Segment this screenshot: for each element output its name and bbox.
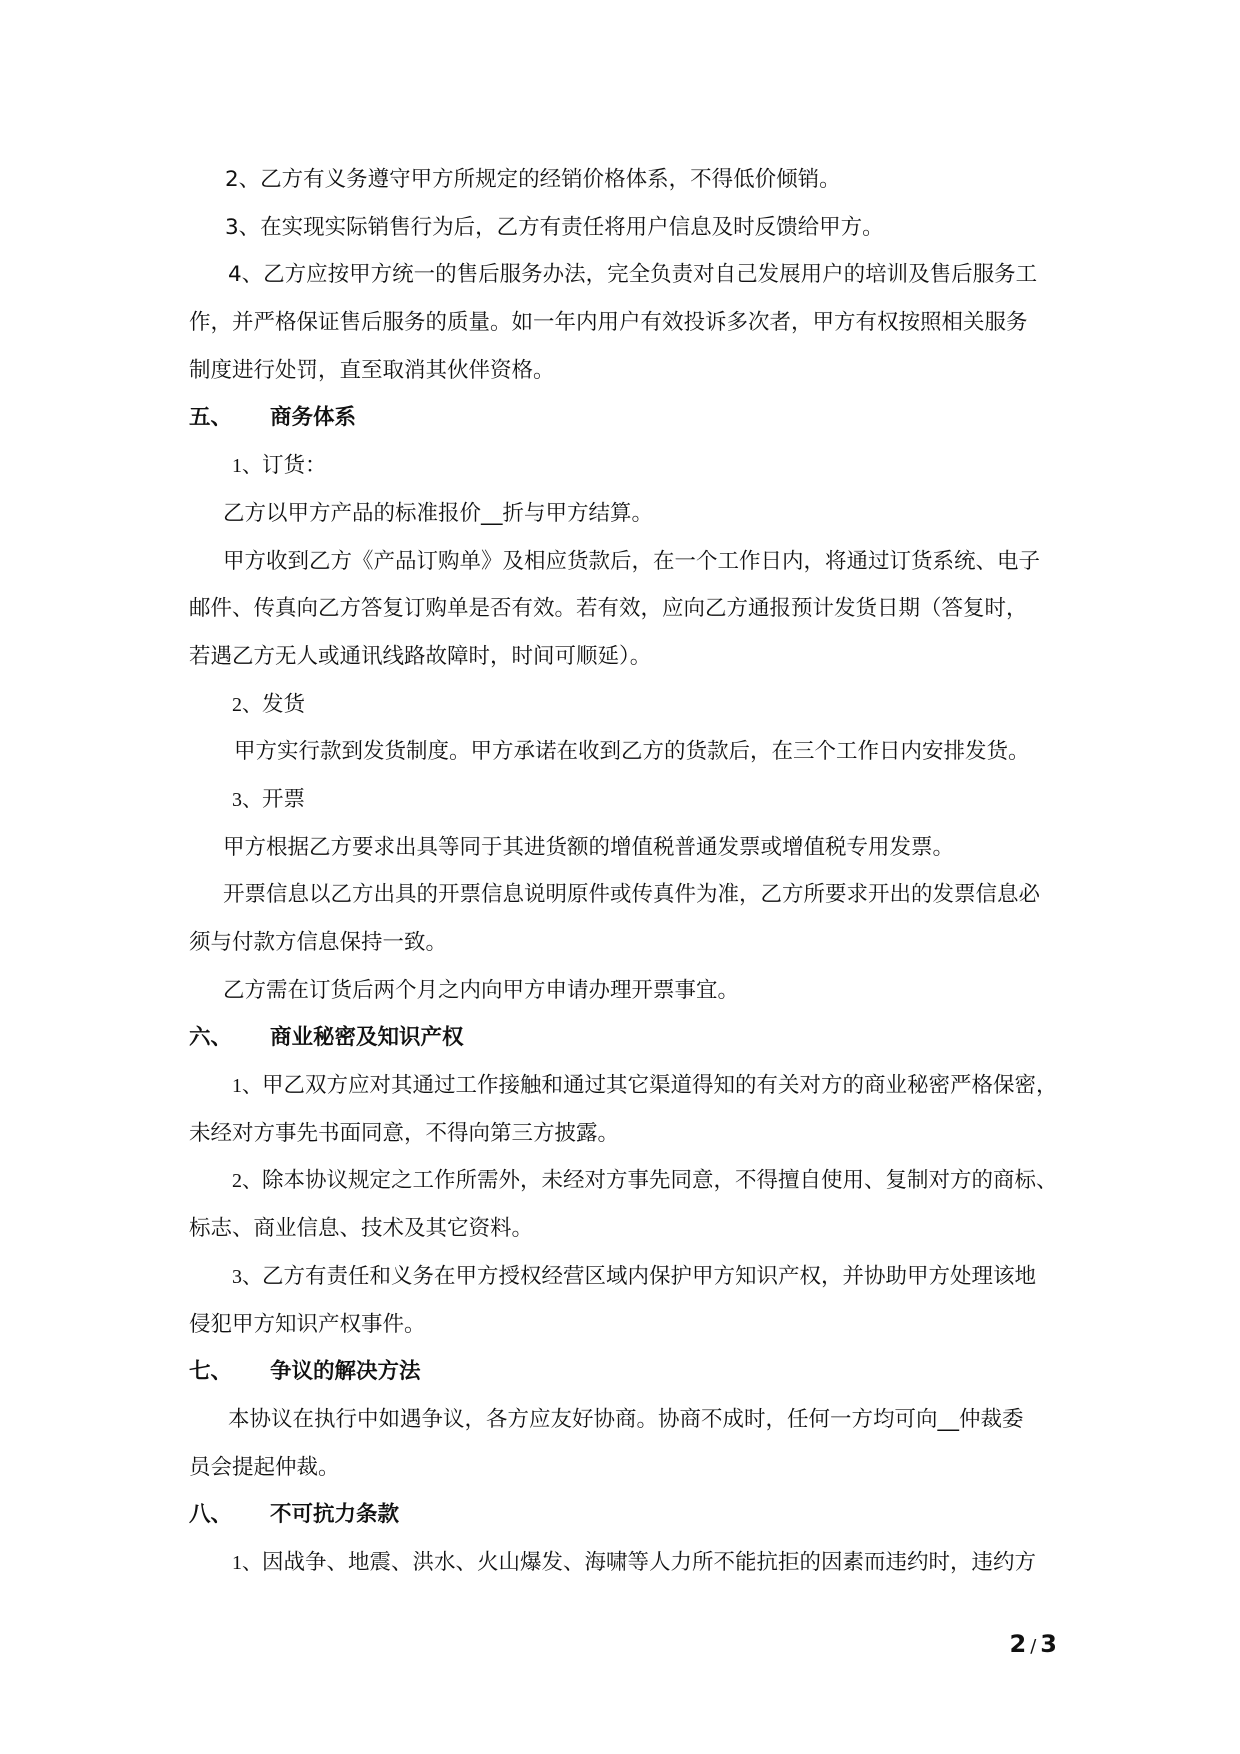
text-line: 侵犯甲方知识产权事件。 <box>189 1311 426 1337</box>
text-line: 甲方实行款到发货制度。甲方承诺在收到乙方的货款后，在三个工作日内安排发货。 <box>234 739 1030 765</box>
text-line: 未经对方事先书面同意，不得向第三方披露。 <box>189 1120 620 1146</box>
item-text: 乙方有责任和义务在甲方授权经营区域内保护甲方知识产权，并协助甲方处理该地 <box>262 1263 1037 1289</box>
section-heading <box>189 1014 1069 1062</box>
section-heading <box>189 394 1069 442</box>
subsection-heading <box>189 681 1069 729</box>
item-text: 因战争、地震、洪水、火山爆发、海啸等人力所不能抗拒的因素而违约时，违约方 <box>262 1549 1037 1575</box>
section-number: 五、 <box>189 405 233 431</box>
page-total: 3 <box>1040 1630 1057 1658</box>
text-line: 标志、商业信息、技术及其它资料。 <box>189 1216 534 1242</box>
text-line: 作，并严格保证售后服务的质量。如一年内用户有效投诉多次者，甲方有权按照相关服务 <box>189 310 1028 336</box>
text-line: 甲方根据乙方要求出具等同于其进货额的增值税普通发票或增值税专用发票。 <box>223 834 955 860</box>
page-separator: / <box>1030 1636 1037 1657</box>
text-line: 4、乙方应按甲方统一的售后服务办法，完全负责对自己发展用户的培训及售后服务工 <box>228 262 1038 288</box>
section-title: 不可抗力条款 <box>270 1502 400 1528</box>
text-line: 若遇乙方无人或通讯线路故障时，时间可顺延）。 <box>189 643 652 669</box>
text-line <box>189 1539 1069 1587</box>
section-number: 八、 <box>189 1502 233 1528</box>
text-line: 3、在实现实际销售行为后，乙方有责任将用户信息及时反馈给甲方。 <box>225 214 884 240</box>
subsection-label: 订货： <box>262 453 327 479</box>
subsection-heading <box>189 776 1069 824</box>
text-line: 乙方需在订货后两个月之内向甲方申请办理开票事宜。 <box>223 977 740 1003</box>
text-line: 本协议在执行中如遇争议，各方应友好协商。协商不成时，任何一方均可向__仲裁委 <box>228 1406 1024 1432</box>
item-number: 3、 <box>232 788 262 811</box>
text-line <box>189 1157 1069 1205</box>
text-line: 员会提起仲裁。 <box>189 1454 340 1480</box>
text-line: 甲方收到乙方《产品订购单》及相应货款后，在一个工作日内，将通过订货系统、电子 <box>223 548 1041 574</box>
text-line: 开票信息以乙方出具的开票信息说明原件或传真件为准，乙方所要求开出的发票信息必 <box>223 882 1041 908</box>
document-body <box>189 156 1069 1587</box>
section-title: 争议的解决方法 <box>270 1359 421 1385</box>
section-heading <box>189 1491 1069 1539</box>
text-line: 邮件、传真向乙方答复订购单是否有效。若有效，应向乙方通报预计发货日期（答复时， <box>189 596 1028 622</box>
page-current: 2 <box>1009 1630 1027 1658</box>
section-number: 六、 <box>189 1025 233 1051</box>
subsection-label: 发货 <box>262 691 306 717</box>
subsection-heading <box>189 442 1069 490</box>
text-line: 须与付款方信息保持一致。 <box>189 930 448 955</box>
text-line: 制度进行处罚，直至取消其伙伴资格。 <box>189 357 555 383</box>
item-number: 2、 <box>232 1170 262 1193</box>
item-number: 1、 <box>232 1075 262 1098</box>
item-number: 1、 <box>232 455 262 478</box>
text-line: 乙方以甲方产品的标准报价__折与甲方结算。 <box>223 500 654 526</box>
text-line <box>189 1062 1069 1110</box>
item-number: 2、 <box>232 693 262 716</box>
section-title: 商务体系 <box>270 405 357 431</box>
subsection-label: 开票 <box>262 786 306 812</box>
item-number: 3、 <box>232 1265 262 1288</box>
text-line <box>189 1253 1069 1301</box>
page-number <box>1010 1626 1057 1665</box>
section-number: 七、 <box>189 1359 233 1385</box>
text-line: 2、乙方有义务遵守甲方所规定的经销价格体系，不得低价倾销。 <box>225 167 841 192</box>
section-heading <box>189 1348 1069 1396</box>
section-title: 商业秘密及知识产权 <box>270 1025 464 1051</box>
item-text: 除本协议规定之工作所需外，未经对方事先同意，不得擅自使用、复制对方的商标、 <box>262 1168 1058 1194</box>
item-number: 1、 <box>232 1551 262 1574</box>
item-text: 甲乙双方应对其通过工作接触和通过其它渠道得知的有关对方的商业秘密严格保密， <box>262 1073 1058 1099</box>
